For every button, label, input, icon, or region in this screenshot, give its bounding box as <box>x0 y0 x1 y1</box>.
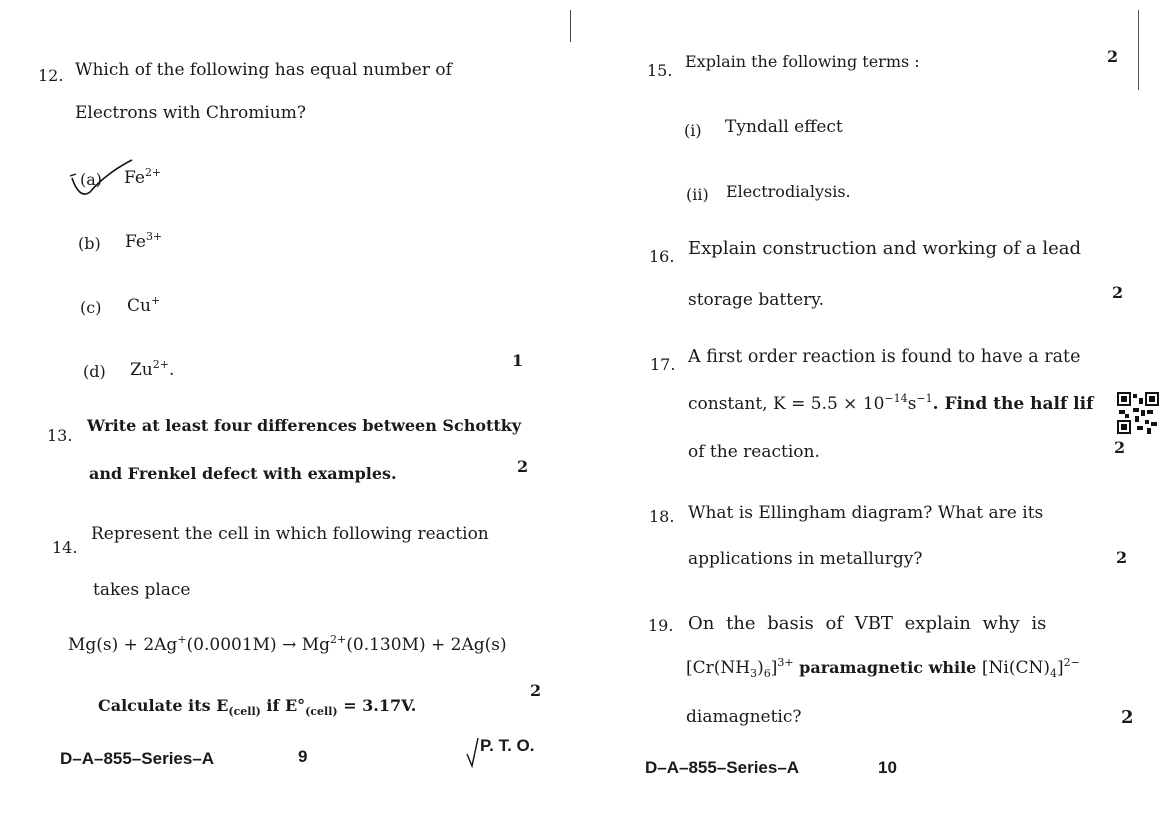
q12-option-c <box>127 294 161 316</box>
q19-mid-text: paramagnetic while <box>793 658 982 677</box>
footer-series: D–A–855–Series–A <box>60 749 215 768</box>
q12-option-b-label: (b) <box>78 234 101 253</box>
q18-line2: applications in metallurgy? <box>688 549 923 569</box>
q12-option-d-species: Zu <box>130 360 153 380</box>
calc-mid: if E° <box>260 696 306 715</box>
eq-lhs-conc: (0.0001M) <box>186 635 277 655</box>
q16-number: 16. <box>649 247 675 266</box>
q13-number: 13. <box>47 426 73 445</box>
q19-line1: On the basis of VBT explain why is <box>688 613 1047 634</box>
q17-exponent-2: −1 <box>916 392 933 405</box>
calc-end: = 3.17V. <box>337 696 417 715</box>
left-page <box>0 0 570 827</box>
complex1-c: ] <box>770 658 778 678</box>
q18-line1: What is Ellingham diagram? What are its <box>688 503 1044 523</box>
q17-line3: of the reaction. <box>688 442 820 462</box>
q17-marks: 2 <box>1114 438 1126 457</box>
q12-option-d-label: (d) <box>83 362 106 381</box>
right-page <box>575 0 1169 827</box>
q19-number: 19. <box>648 616 674 635</box>
q16-marks: 2 <box>1112 283 1124 302</box>
q17-line1: A first order reaction is found to have a rate <box>688 347 1081 367</box>
q17-line2 <box>688 392 1094 414</box>
q17-line2-c: . Find the half lif <box>932 394 1094 414</box>
page-divider <box>570 10 571 42</box>
complex1-charge: 3+ <box>777 656 794 669</box>
eq-lhs: Mg(s) + 2Ag <box>68 635 178 655</box>
q14-number: 14. <box>52 538 78 557</box>
q13-line1: Write at least four differences between Schottky <box>87 416 522 435</box>
complex2-a: [Ni(CN) <box>981 658 1051 678</box>
calc-sub2: (cell) <box>305 705 338 718</box>
complex1-a: [Cr(NH <box>686 658 751 678</box>
qr-code-icon <box>1117 392 1159 434</box>
q15-item-i-text: Tyndall effect <box>725 117 843 137</box>
complex1-sub2: 6 <box>763 667 771 680</box>
footer-page-number-right: 10 <box>878 758 897 777</box>
calc-prefix: Calculate its E <box>98 696 229 715</box>
q12-option-b <box>125 230 163 252</box>
q14-line2: takes place <box>93 580 191 600</box>
q17-exponent-1: −14 <box>884 392 908 405</box>
q15-line1: Explain the following terms : <box>685 52 920 71</box>
q15-item-ii-label: (ii) <box>686 185 709 204</box>
footer-series-right: D–A–855–Series–A <box>645 758 800 777</box>
complex2-c: ] <box>1057 658 1064 678</box>
footer-page-number: 9 <box>298 747 308 766</box>
q13-marks: 2 <box>517 457 529 476</box>
q18-marks: 2 <box>1116 548 1128 567</box>
q16-line1: Explain construction and working of a lead <box>688 238 1082 259</box>
footer-pto: P. T. O. <box>480 736 535 755</box>
q12-option-a-charge: 2+ <box>144 166 162 179</box>
q15-item-i-label: (i) <box>684 121 702 140</box>
complex2-sub: 4 <box>1050 667 1058 680</box>
q12-option-d-charge: 2+ <box>152 358 169 371</box>
q15-number: 15. <box>647 61 673 80</box>
q12-line1: Which of the following has equal number of <box>75 60 452 80</box>
q12-option-b-charge: 3+ <box>145 230 163 243</box>
q12-option-c-charge: + <box>150 294 161 307</box>
eq-rhs-charge: 2+ <box>330 633 347 646</box>
q19-line2 <box>686 656 1080 680</box>
q16-line2: storage battery. <box>688 290 825 310</box>
q14-line1: Represent the cell in which following reaction <box>91 524 489 544</box>
eq-rhs-species: Mg <box>301 635 331 655</box>
q17-number: 17. <box>650 355 676 374</box>
eq-lhs-charge: + <box>177 633 187 646</box>
q12-option-a <box>124 166 162 188</box>
q19-marks: 2 <box>1121 707 1134 728</box>
complex2-charge: 2− <box>1063 656 1080 669</box>
q12-option-d-tail: . <box>168 360 175 380</box>
q12-line2: Electrons with Chromium? <box>75 103 306 123</box>
eq-arrow: → <box>282 635 297 655</box>
q17-line2-b: s <box>907 394 917 414</box>
q14-calc <box>98 696 417 718</box>
q12-option-b-species: Fe <box>125 232 146 252</box>
q18-number: 18. <box>649 507 675 526</box>
q12-option-a-label: (a) <box>80 170 103 189</box>
q13-line2: and Frenkel defect with examples. <box>89 464 397 483</box>
q14-equation <box>68 633 507 655</box>
eq-rhs-rest: (0.130M) + 2Ag(s) <box>346 635 507 655</box>
q15-item-ii-text: Electrodialysis. <box>726 182 851 201</box>
q19-line3: diamagnetic? <box>686 707 802 727</box>
q14-marks: 2 <box>530 681 542 700</box>
q12-number: 12. <box>38 66 64 85</box>
q17-line2-a: constant, K = 5.5 × 10 <box>688 394 885 414</box>
complex1-b: ) <box>757 658 764 678</box>
q12-option-c-label: (c) <box>80 298 102 317</box>
q15-marks: 2 <box>1107 47 1119 66</box>
q12-option-c-species: Cu <box>127 296 151 316</box>
q12-marks: 1 <box>512 351 524 370</box>
q12-option-a-species: Fe <box>124 168 145 188</box>
q12-option-d <box>130 358 175 380</box>
calc-sub1: (cell) <box>228 705 261 718</box>
complex1-sub: 3 <box>750 667 758 680</box>
